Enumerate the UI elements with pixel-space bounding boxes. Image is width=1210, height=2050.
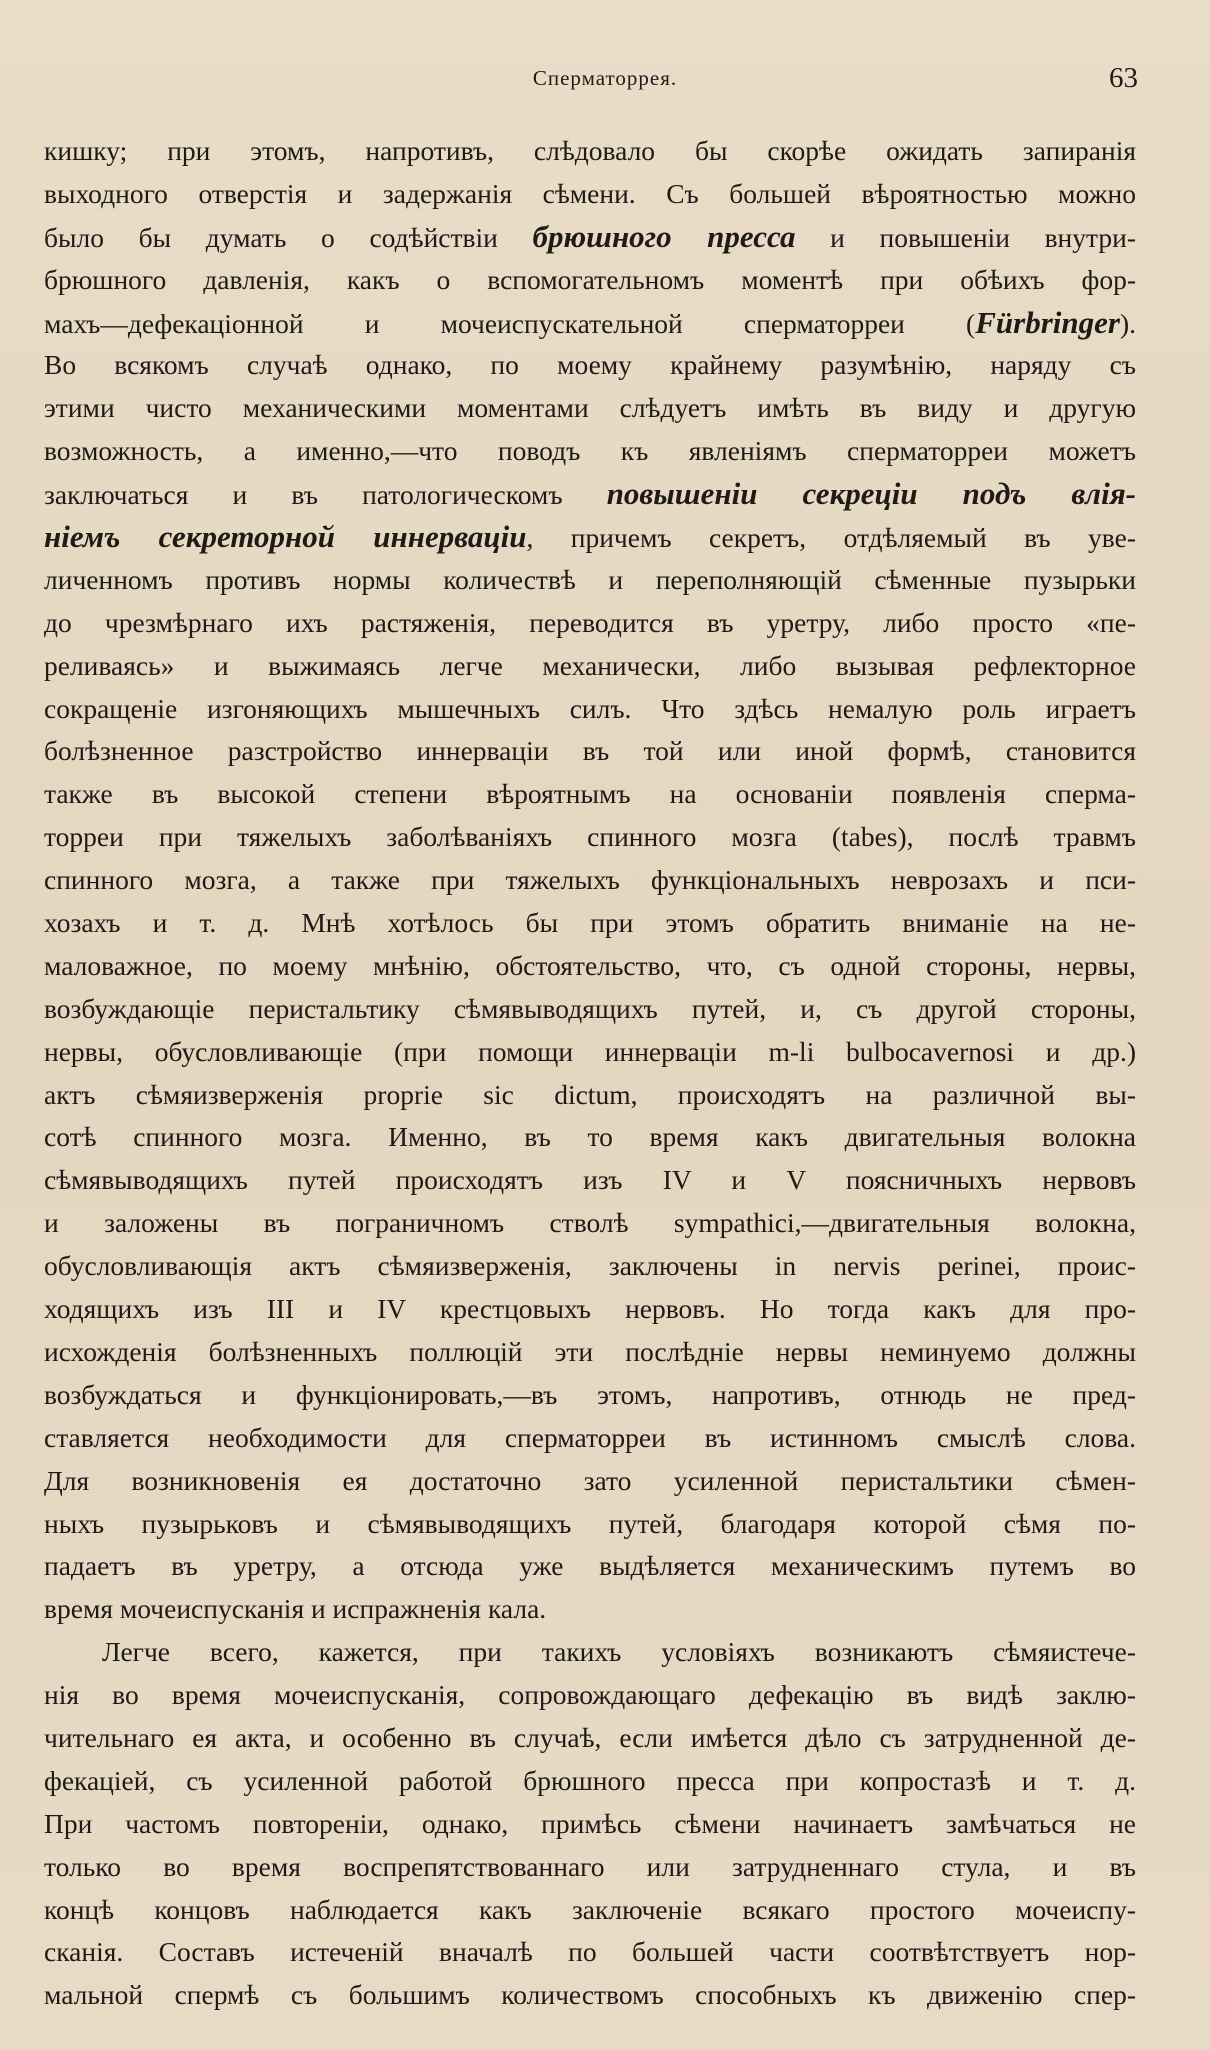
text-line: этими чисто механическими моментами слѣдуетъ имѣть въ виду и другую: [44, 392, 1136, 424]
text-line: сотѣ спинного мозга. Именно, въ то время какъ двигательныя волокна: [44, 1121, 1136, 1153]
text-line: торреи при тяжелыхъ заболѣваніяхъ спинного мозга (tabes), послѣ травмъ: [44, 821, 1136, 853]
text-line: падаетъ въ уретру, а отсюда уже выдѣляется механическимъ путемъ во: [44, 1550, 1136, 1582]
text-line: было бы думать о содѣйствіи брюшного пресса и повышеніи внутри-: [44, 218, 1136, 254]
text-line: ставляется необходимости для сперматорреи въ истинномъ смыслѣ слова.: [44, 1421, 1136, 1453]
body-text: [44, 130, 1136, 2017]
text-line: Во всякомъ случаѣ однако, по моему крайнему разумѣнію, наряду съ: [44, 349, 1136, 381]
text-line: мальной спермѣ съ большимъ количествомъ способныхъ къ движенію спер-: [44, 1979, 1136, 2011]
text-line: сканія. Составъ истеченій вначалѣ по большей части соотвѣтствуетъ нор-: [44, 1936, 1136, 1968]
emphasis-text: повышеніи секреціи подъ влія-: [606, 476, 1136, 512]
text-line: также въ высокой степени вѣроятнымъ на основаніи появленія сперма-: [44, 778, 1136, 810]
text-line: фекаціей, съ усиленной работой брюшного пресса при копростазѣ и т. д.: [44, 1764, 1136, 1796]
text-line: до чрезмѣрнаго ихъ растяженія, переводится въ уретру, либо просто «пе-: [44, 606, 1136, 638]
text-line: болѣзненное разстройство иннерваціи въ той или иной формѣ, становится: [44, 735, 1136, 767]
text-line: выходного отверстія и задержанія сѣмени. Съ большей вѣроятностью можно: [44, 177, 1136, 209]
text-line: маловажное, по моему мнѣнію, обстоятельство, что, съ одной стороны, нервы,: [44, 949, 1136, 981]
text-line: При частомъ повтореніи, однако, примѣсь сѣмени начинаетъ замѣчаться не: [44, 1807, 1136, 1839]
paragraph-first-line: Легче всего, кажется, при такихъ условіяхъ возникаютъ сѣмяистече-: [102, 1636, 1136, 1668]
text-line: только во время воспрепятствованнаго или затрудненнаго стула, и въ: [44, 1850, 1136, 1882]
author-name: Fürbringer: [975, 304, 1120, 340]
text-line: заключаться и въ патологическомъ повышеніи секреціи подъ влія-: [44, 476, 1136, 512]
text-line: исхожденія болѣзненныхъ поллюцій эти послѣдніе нервы неминуемо должны: [44, 1335, 1136, 1367]
running-head: [0, 62, 1210, 98]
emphasis-text: брюшного пресса: [532, 218, 796, 254]
text-line: брюшного давленія, какъ о вспомогательномъ моментѣ при обѣихъ фор-: [44, 263, 1136, 295]
running-title: Сперматоррея.: [532, 66, 678, 90]
text-line: сокращеніе изгоняющихъ мышечныхъ силъ. Что здѣсь немалую роль играетъ: [44, 692, 1136, 724]
page-number: 63: [1109, 62, 1138, 94]
text-line: актъ сѣмяизверженія proprie sic dictum, происходятъ на различной вы-: [44, 1078, 1136, 1110]
text-line: кишку; при этомъ, напротивъ, слѣдовало бы скорѣе ожидать запиранія: [44, 135, 1136, 166]
text-line: обусловливающія актъ сѣмяизверженія, заключены in nervis perinei, проис-: [44, 1250, 1136, 1282]
text-line: ходящихъ изъ III и IV крестцовыхъ нервовъ. Но тогда какъ для про-: [44, 1293, 1136, 1325]
text-line: возбуждающіе перистальтику сѣмявыводящихъ путей, и, съ другой стороны,: [44, 992, 1136, 1024]
text-line: сѣмявыводящихъ путей происходятъ изъ IV и V поясничныхъ нервовъ: [44, 1164, 1136, 1196]
text-line: нервы, обусловливающіе (при помощи иннерваціи m-li bulbocavernosi и др.): [44, 1035, 1136, 1067]
text-line: реливаясь» и выжимаясь легче механически, либо вызывая рефлекторное: [44, 649, 1136, 681]
text-line: спинного мозга, а также при тяжелыхъ функціональныхъ неврозахъ и пси-: [44, 864, 1136, 896]
text-line: время мочеиспусканія и испражненія кала.: [44, 1593, 547, 1625]
text-line: и заложены въ пограничномъ стволѣ sympathici,—двигательныя волокна,: [44, 1207, 1136, 1239]
text-line: возможность, а именно,—что поводъ къ явленіямъ сперматорреи можетъ: [44, 435, 1136, 467]
text-line: личенномъ противъ нормы количествѣ и переполняющій сѣменные пузырьки: [44, 563, 1136, 595]
text-line: ныхъ пузырьковъ и сѣмявыводящихъ путей, благодаря которой сѣмя по-: [44, 1507, 1136, 1539]
text-line: хозахъ и т. д. Мнѣ хотѣлось бы при этомъ обратить вниманіе на не-: [44, 907, 1136, 939]
text-line: концѣ концовъ наблюдается какъ заключеніе всякаго простого мочеиспу-: [44, 1893, 1136, 1925]
text-line: Для возникновенія ея достаточно зато усиленной перистальтики сѣмен-: [44, 1464, 1136, 1496]
text-line: махъ—дефекаціонной и мочеиспускательной сперматорреи (Fürbringer).: [44, 304, 1136, 340]
text-line: чительнаго ея акта, и особенно въ случаѣ, если имѣется дѣло съ затрудненной де-: [44, 1721, 1136, 1753]
text-line: нія во время мочеиспусканія, сопровождающаго дефекацію въ видѣ заклю-: [44, 1679, 1136, 1711]
text-line: возбуждаться и функціонировать,—въ этомъ, напротивъ, отнюдь не пред-: [44, 1378, 1136, 1410]
text-line: ніемъ секреторной иннерваціи, причемъ секретъ, отдѣляемый въ уве-: [44, 519, 1136, 555]
emphasis-text: ніемъ секреторной иннерваціи: [44, 519, 527, 555]
